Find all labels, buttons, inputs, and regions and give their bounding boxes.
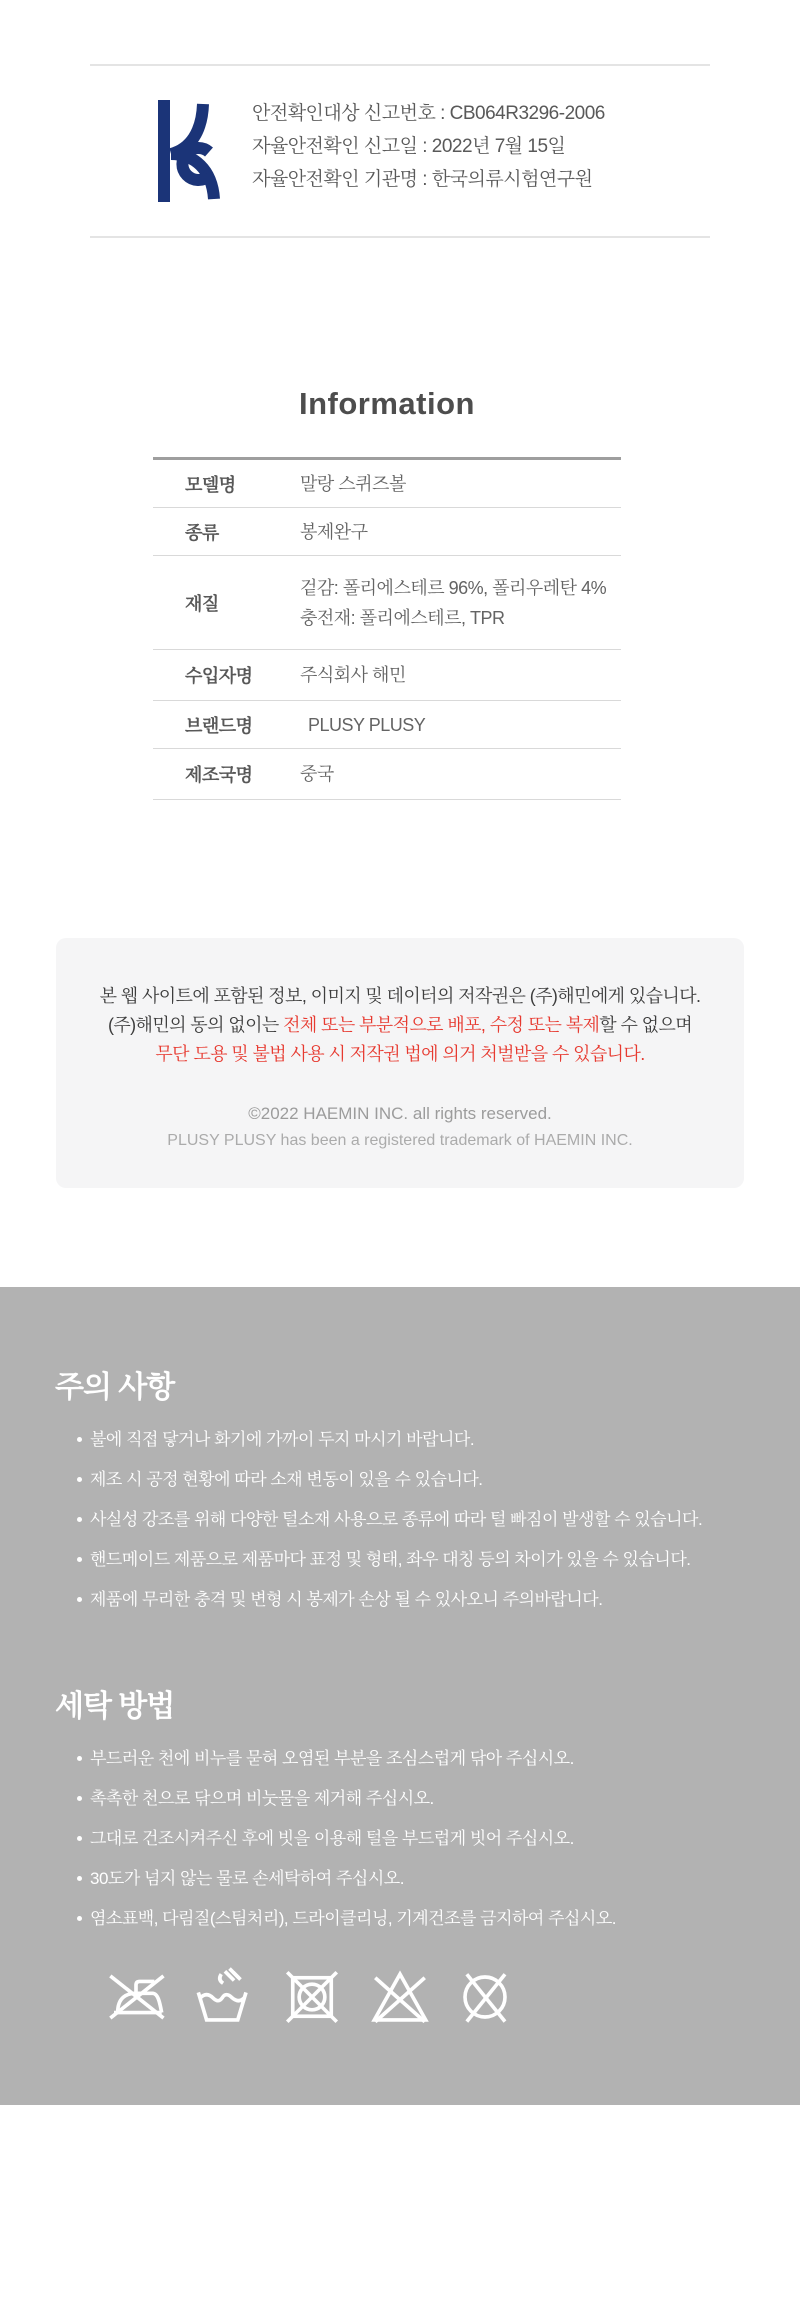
table-row-type	[153, 508, 621, 556]
copyright-korean-text	[56, 938, 744, 1069]
washing-title: 세탁 방법	[55, 1690, 175, 1723]
header-divider-bottom	[90, 236, 710, 238]
table-row-model-name	[153, 460, 621, 508]
copyright-line-3: 무단 도용 및 불법 사용 시 저작권 법에 의거 처벌받을 수 있습니다.	[155, 1044, 645, 1064]
row-value: PLUSY PLUSY	[308, 714, 426, 735]
information-title: Information	[299, 386, 475, 421]
row-value	[300, 573, 606, 633]
row-label: 재질	[185, 593, 219, 614]
material-filling: 충전재: 폴리에스테르, TPR	[300, 607, 505, 628]
table-row-importer	[153, 650, 621, 701]
copyright-english-line: ©2022 HAEMIN INC. all rights reserved.	[248, 1104, 552, 1123]
caution-item: 사실성 강조를 위해 다양한 털소재 사용으로 종류에 따라 털 빠짐이 발생할 수 있습니다.	[90, 1509, 800, 1531]
care-instructions-section	[0, 1287, 800, 2105]
row-value: 중국	[300, 764, 334, 784]
product-info-table	[153, 457, 621, 800]
row-value: 주식회사 해민	[300, 665, 406, 685]
copyright-line2-pre: (주)해민의 동의 없이는	[107, 1015, 284, 1035]
washing-item: 염소표백, 다림질(스팀처리), 드라이클리닝, 기계건조를 금지하여 주십시오.	[90, 1908, 800, 1930]
laundry-care-icons	[0, 1966, 800, 2028]
copyright-line-1: 본 웹 사이트에 포함된 정보, 이미지 및 데이터의 저작권은 (주)해민에게 있습니다.	[99, 986, 701, 1006]
kc-line-report-number: 안전확인대상 신고번호 : CB064R3296-2006	[252, 103, 605, 124]
copyright-notice-box	[56, 938, 744, 1188]
washing-item: 그대로 건조시켜주신 후에 빗을 이용해 털을 부드럽게 빗어 주십시오.	[90, 1828, 800, 1850]
row-value: 봉제완구	[300, 521, 368, 542]
caution-title: 주의 사항	[55, 1371, 175, 1404]
caution-item: 핸드메이드 제품으로 제품마다 표정 및 형태, 좌우 대칭 등의 차이가 있을 수 있습니다.	[90, 1549, 800, 1571]
row-label: 브랜드명	[185, 715, 253, 736]
row-label: 종류	[185, 522, 219, 543]
caution-item: 불에 직접 닿거나 화기에 가까이 두지 마시기 바랍니다.	[90, 1429, 800, 1451]
table-row-brand	[153, 701, 621, 749]
table-row-country	[153, 749, 621, 800]
kc-line-report-date: 자율안전확인 신고일 : 2022년 7월 15일	[252, 136, 566, 157]
washing-item: 촉촉한 천으로 닦으며 비눗물을 제거해 주십시오.	[90, 1788, 800, 1810]
header-divider-top	[90, 64, 710, 66]
row-label: 제조국명	[185, 765, 253, 785]
row-value: 말랑 스퀴즈볼	[300, 473, 406, 494]
washing-item: 30도가 넘지 않는 물로 손세탁하여 주십시오.	[90, 1868, 800, 1890]
copyright-line-2	[56, 1011, 744, 1040]
table-row-material	[153, 556, 621, 650]
hand-wash-icon	[191, 1966, 257, 2028]
washing-item: 부드러운 천에 비누를 묻혀 오염된 부분을 조심스럽게 닦아 주십시오.	[90, 1748, 800, 1770]
no-iron-icon	[103, 1966, 169, 2028]
caution-item: 제조 시 공정 현황에 따라 소재 변동이 있을 수 있습니다.	[90, 1469, 800, 1491]
no-dry-clean-icon	[455, 1966, 515, 2028]
washing-list	[0, 1748, 800, 1930]
no-bleach-icon	[367, 1966, 433, 2028]
trademark-english-line: PLUSY PLUSY has been a registered trademark of HAEMIN INC.	[167, 1132, 633, 1149]
copyright-line2-post: 할 수 없으며	[599, 1015, 693, 1035]
row-label: 수입자명	[185, 666, 253, 686]
kc-certification-text	[252, 97, 605, 196]
material-outer: 겉감: 폴리에스테르 96%, 폴리우레탄 4%	[300, 577, 607, 598]
caution-item: 제품에 무리한 충격 및 변형 시 봉제가 손상 될 수 있사오니 주의바랍니다.	[90, 1589, 800, 1611]
caution-list	[0, 1429, 800, 1611]
row-label: 모델명	[185, 474, 236, 495]
kc-line-agency: 자율안전확인 기관명 : 한국의류시험연구원	[252, 169, 593, 190]
kc-certification-mark-icon	[156, 96, 226, 206]
no-tumble-dry-icon	[279, 1966, 345, 2028]
copyright-line2-highlight: 전체 또는 부분적으로 배포, 수정 또는 복제	[283, 1015, 600, 1035]
